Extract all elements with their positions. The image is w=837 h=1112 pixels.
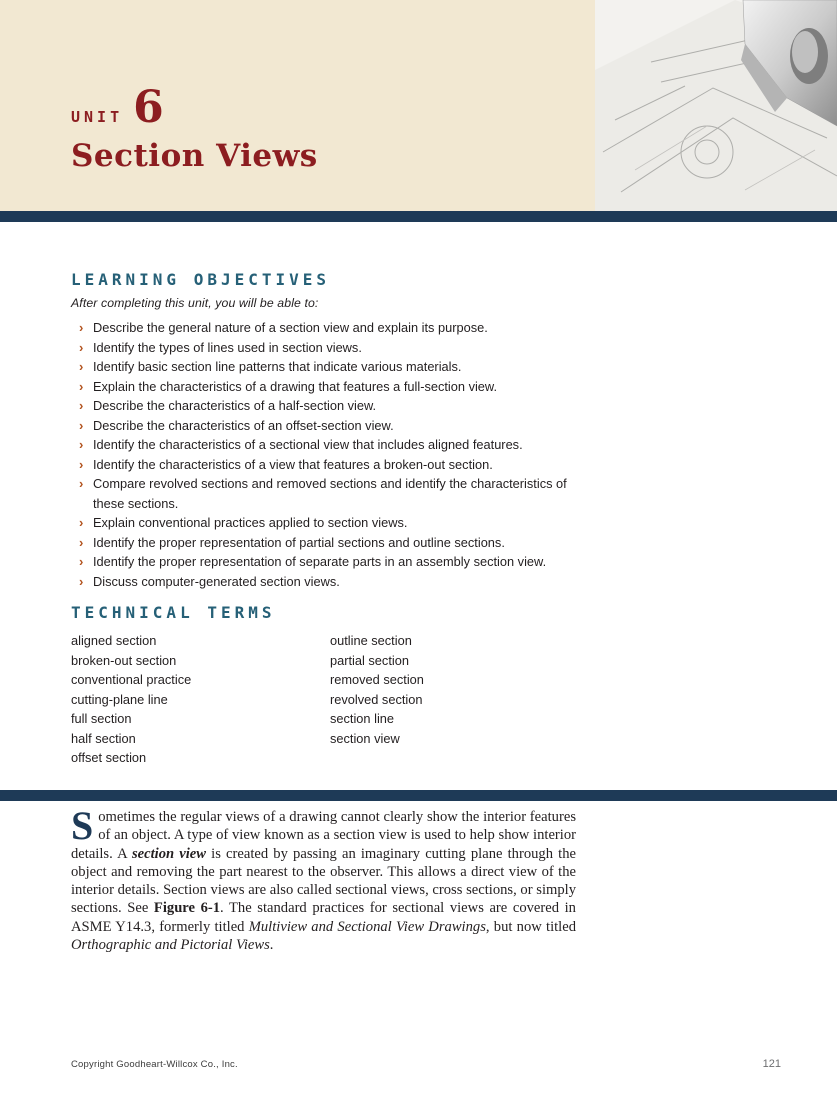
paragraph-segment: , but now titled xyxy=(485,918,577,935)
objective-item xyxy=(71,533,577,553)
chevron-bullet-icon: › xyxy=(79,339,84,355)
unit-title-block xyxy=(71,82,318,174)
paragraph-text xyxy=(71,803,577,954)
copyright-notice: Copyright Goodheart-Willcox Co., Inc. xyxy=(71,1059,238,1070)
paragraph-segment: Multiview and Sectional View Drawings xyxy=(248,918,486,935)
objective-item xyxy=(71,552,577,572)
objective-text: Compare revolved sections and removed sections and identify the characteristics of these sections. xyxy=(93,476,567,511)
objective-text: Identify basic section line patterns that indicate various materials. xyxy=(93,359,462,374)
term-item: partial section xyxy=(330,652,409,668)
paragraph-segment: ometimes the regular views of a drawing cannot clearly show the interior features of an object. A type of view known as a section view is used to help show interior details. A xyxy=(71,809,576,862)
term-item: conventional practice xyxy=(71,672,192,687)
objectives-intro: After completing this unit, you will be able to: xyxy=(71,296,319,310)
chevron-bullet-icon: › xyxy=(79,554,84,569)
objective-text: Identify the proper representation of separate parts in an assembly section view. xyxy=(93,554,547,569)
term-item: cutting-plane line xyxy=(71,691,168,707)
term-item: full section xyxy=(71,711,132,726)
objective-text: Identify the types of lines used in section views. xyxy=(93,339,362,355)
chevron-bullet-icon: › xyxy=(79,378,84,394)
objective-text: Describe the general nature of a section view and explain its purpose. xyxy=(93,320,488,335)
objective-item xyxy=(71,416,577,436)
chevron-bullet-icon: › xyxy=(79,417,84,433)
term-item: revolved section xyxy=(330,691,423,707)
unit-label: UNIT xyxy=(71,108,124,126)
page-title: Section Views xyxy=(71,138,318,174)
chevron-bullet-icon: › xyxy=(79,573,84,589)
header-photo xyxy=(595,0,837,211)
terms-columns xyxy=(71,631,577,768)
objective-item xyxy=(71,377,577,397)
term-item: section view xyxy=(330,730,400,746)
technical-terms-section xyxy=(71,603,577,768)
term-item: broken-out section xyxy=(71,652,177,668)
paragraph-segment: Orthographic and Pictorial Views xyxy=(71,937,270,954)
paragraph-segment: Figure 6-1 xyxy=(153,900,221,917)
paragraph-segment: section view xyxy=(131,845,207,862)
term-item: removed section xyxy=(330,672,424,687)
chevron-bullet-icon: › xyxy=(79,320,84,335)
unit-header xyxy=(0,0,837,211)
page-footer xyxy=(71,1058,781,1070)
objective-item xyxy=(71,318,577,338)
learning-objectives-section xyxy=(71,270,577,591)
objective-item xyxy=(71,357,577,377)
chevron-bullet-icon: › xyxy=(79,534,84,550)
term-item: section line xyxy=(330,711,395,726)
objective-text: Discuss computer-generated section views. xyxy=(93,573,340,589)
intro-paragraph xyxy=(71,803,577,954)
terms-left-column xyxy=(71,631,330,768)
objective-item xyxy=(71,396,577,416)
objectives-list xyxy=(71,318,577,591)
objective-item xyxy=(71,513,577,533)
chevron-bullet-icon: › xyxy=(79,359,84,374)
objective-text: Identify the characteristics of a view that features a broken-out section. xyxy=(93,456,493,472)
objective-text: Explain the characteristics of a drawing that features a full-section view. xyxy=(93,378,498,394)
objective-item xyxy=(71,474,577,513)
objective-text: Describe the characteristics of an offset-section view. xyxy=(93,417,394,433)
main-content xyxy=(71,222,577,768)
technical-terms-heading: TECHNICAL TERMS xyxy=(71,603,276,622)
terms-right-column xyxy=(330,631,577,768)
objective-item xyxy=(71,572,577,592)
objective-text: Identify the characteristics of a sectional view that includes aligned features. xyxy=(93,437,523,452)
unit-number: 6 xyxy=(133,82,164,133)
term-item: half section xyxy=(71,730,136,746)
chevron-bullet-icon: › xyxy=(79,437,84,452)
chevron-bullet-icon: › xyxy=(79,456,84,472)
divider-band-top xyxy=(0,211,837,222)
term-item: aligned section xyxy=(71,633,157,648)
objective-item xyxy=(71,455,577,475)
term-item: outline section xyxy=(330,633,412,648)
technical-drawing-art xyxy=(595,0,837,211)
drop-cap: S xyxy=(71,803,94,848)
chevron-bullet-icon: › xyxy=(79,476,84,491)
chevron-bullet-icon: › xyxy=(79,515,84,530)
learning-objectives-heading: LEARNING OBJECTIVES xyxy=(71,270,331,289)
paragraph-segment: . xyxy=(269,937,274,954)
paragraph-segment: . The standard practices for sectional views are covered in ASME Y14.3, formerly titled xyxy=(71,900,576,935)
objective-text: Identify the proper representation of partial sections and outline sections. xyxy=(93,534,505,550)
objective-item xyxy=(71,338,577,358)
objective-item xyxy=(71,435,577,455)
unit-line xyxy=(71,82,318,133)
page-number: 121 xyxy=(762,1058,781,1070)
objective-text: Explain conventional practices applied to section views. xyxy=(93,515,408,530)
chevron-bullet-icon: › xyxy=(79,398,84,413)
paragraph-segment: is created by passing an imaginary cutting plane through the object and removing the part nearest to the observer. This allows a direct view of the interior details. Section views are also called sectional views, cross sections, or simply sections. See xyxy=(71,845,576,917)
divider-band-mid xyxy=(0,790,837,801)
objective-text: Describe the characteristics of a half-section view. xyxy=(93,398,377,413)
term-item: offset section xyxy=(71,750,147,765)
